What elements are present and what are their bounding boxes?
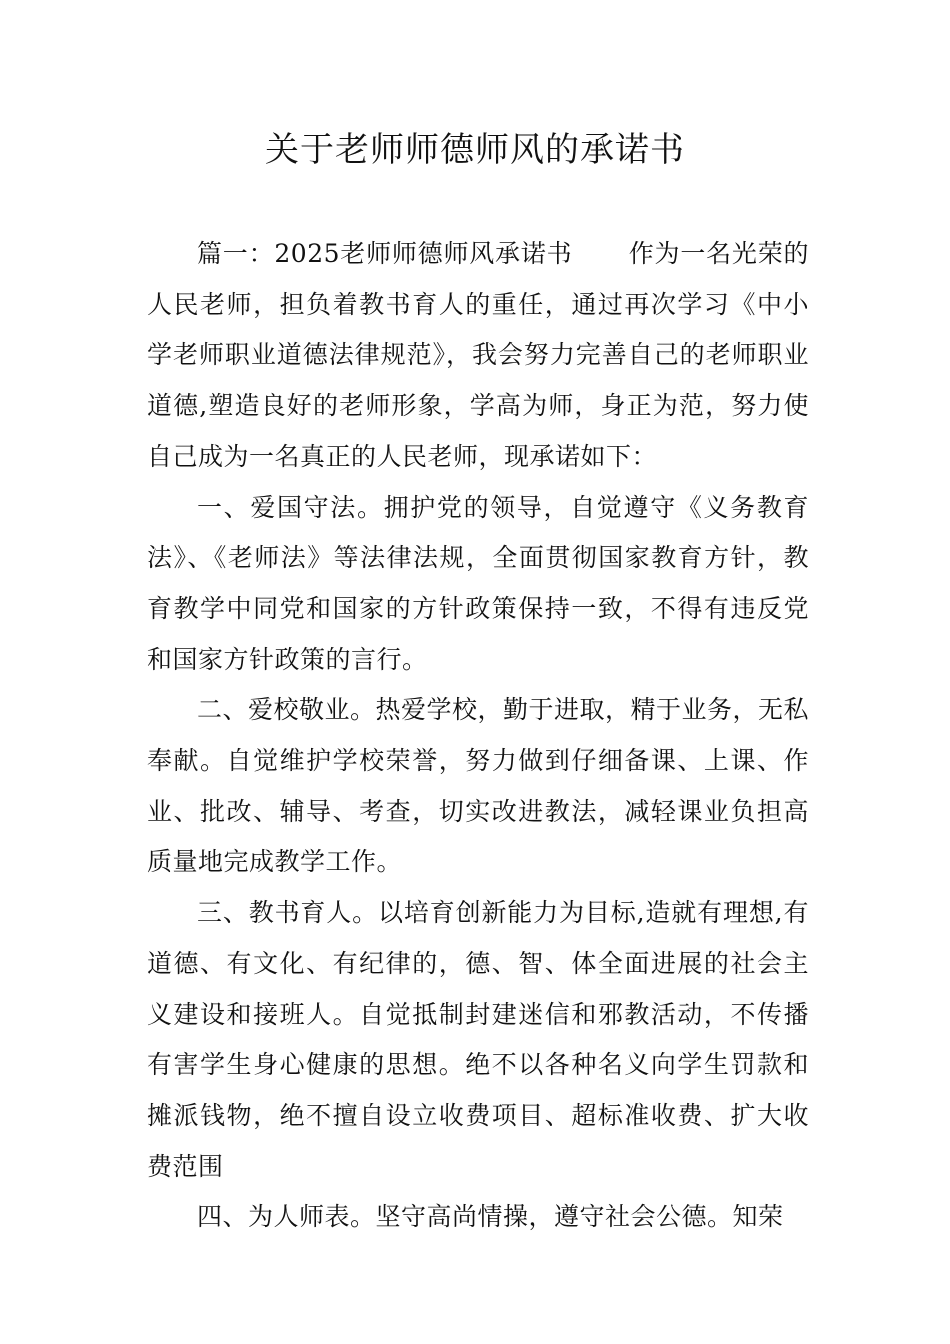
paragraph-dedication: 二、爱校敬业。热爱学校，勤于进取，精于业务，无私奉献。自觉维护学校荣誉，努力做到仔细备课、上课、作业、批改、辅导、考查，切实改进教法，减轻课业负担高质量地完成教学工作。 — [147, 695, 810, 877]
paragraph-patriotism: 一、爱国守法。拥护党的领导，自觉遵守《义务教育法》、《老师法》等法律法规，全面贯彻国家教育方针，教育教学中同党和国家的方针政策保持一致，不得有违反党和国家方针政策的言行。 — [147, 492, 809, 674]
intro-text: 作为一名光荣的人民老师，担负着教书育人的重任，通过再次学习《中小学老师职业道德法律规范》，我会努力完善自己的老师职业道德,塑造良好的老师形象，学高为师，身正为范，努力使自己成为一名真正的人民老师，现承诺如下： — [147, 239, 809, 471]
intro-label: 篇一：2025老师师德师风承诺书 — [197, 239, 573, 268]
paragraph-role-model: 四、为人师表。坚守高尚情操，遵守社会公德。知荣 — [197, 1202, 784, 1232]
paragraph-education: 三、教书育人。以培育创新能力为目标,造就有理想,有道德、有文化、有纪律的，德、智、体全面进展的社会主义建设和接班人。自觉抵制封建迷信和邪教活动，不传播有害学生身心健康的思想。绝不以各种名义向学生罚款和摊派钱物，绝不擅自设立收费项目、超标准收费、扩大收费范围 — [147, 898, 809, 1181]
document-body — [147, 229, 809, 1243]
intro-paragraph — [147, 229, 809, 483]
document-title: 关于老师师德师风的承诺书 — [265, 130, 685, 170]
